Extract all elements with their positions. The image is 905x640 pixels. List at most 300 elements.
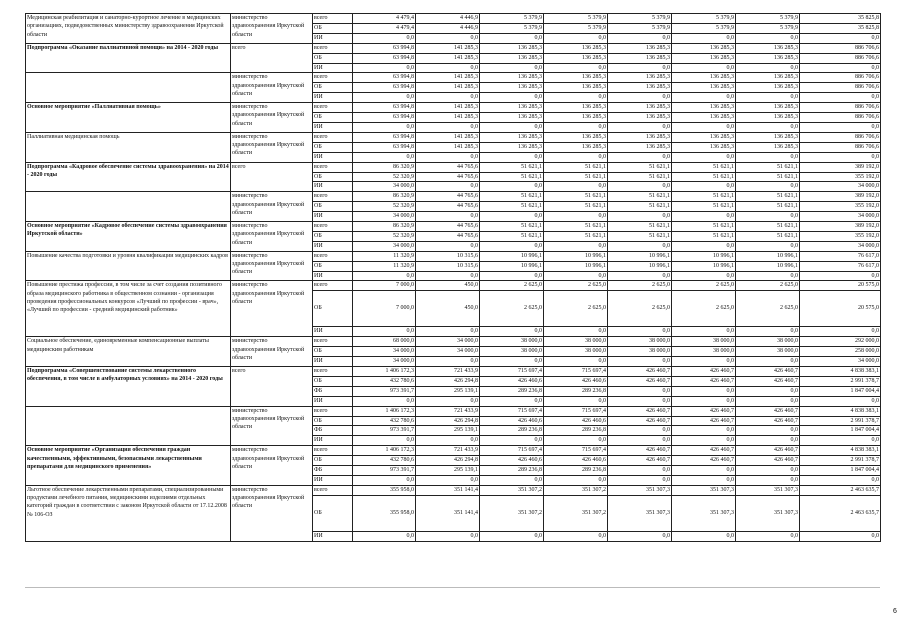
year-value-cell: 10 996,1: [608, 251, 672, 261]
year-value-cell: 136 285,3: [736, 103, 800, 113]
year-value-cell: 63 994,8: [353, 43, 416, 53]
year-value-cell: 0,0: [608, 63, 672, 73]
measure-name-cell: Медицинская реабилитация и санаторно-курортное лечение в медицинских организациях, подведомственных министерству здравоохранения Иркутской области: [26, 14, 231, 44]
funding-source-cell: ОБ: [313, 53, 353, 63]
funding-source-cell: ИИ: [313, 396, 353, 406]
year-value-cell: 136 285,3: [544, 132, 608, 142]
year-value-cell: 0,0: [353, 152, 416, 162]
funding-source-cell: ИИ: [313, 241, 353, 251]
funding-source-cell: ОБ: [313, 416, 353, 426]
funding-source-cell: ИИ: [313, 475, 353, 485]
year-value-cell: 450,0: [416, 291, 480, 327]
year-value-cell: 432 780,6: [353, 416, 416, 426]
year-value-cell: 1 406 172,3: [353, 406, 416, 416]
year-value-cell: 44 765,6: [416, 172, 480, 182]
year-value-cell: 44 765,6: [416, 162, 480, 172]
funding-source-cell: ОБ: [313, 291, 353, 327]
year-value-cell: 0,0: [736, 93, 800, 103]
year-value-cell: 136 285,3: [544, 83, 608, 93]
table-row: [26, 43, 881, 53]
year-value-cell: 0,0: [353, 475, 416, 485]
year-value-cell: 0,0: [736, 426, 800, 436]
year-value-cell: 51 621,1: [608, 222, 672, 232]
total-value-cell: 389 192,0: [800, 222, 881, 232]
year-value-cell: 51 621,1: [736, 202, 800, 212]
year-value-cell: 136 285,3: [608, 73, 672, 83]
year-value-cell: 0,0: [480, 212, 544, 222]
bottom-rule: [25, 587, 880, 588]
year-value-cell: 52 320,9: [353, 172, 416, 182]
funding-source-cell: всего: [313, 446, 353, 456]
year-value-cell: 51 621,1: [672, 192, 736, 202]
year-value-cell: 34 000,0: [416, 347, 480, 357]
year-value-cell: 426 460,6: [544, 416, 608, 426]
year-value-cell: 51 621,1: [544, 162, 608, 172]
year-value-cell: 0,0: [736, 271, 800, 281]
year-value-cell: 0,0: [736, 357, 800, 367]
year-value-cell: 0,0: [672, 241, 736, 251]
year-value-cell: 0,0: [544, 396, 608, 406]
year-value-cell: 426 460,7: [736, 367, 800, 377]
year-value-cell: 7 000,0: [353, 291, 416, 327]
year-value-cell: 0,0: [736, 212, 800, 222]
year-value-cell: 51 621,1: [480, 192, 544, 202]
year-value-cell: 136 285,3: [736, 43, 800, 53]
table-row: [26, 367, 881, 377]
funding-source-cell: ИИ: [313, 182, 353, 192]
year-value-cell: 4 479,4: [353, 23, 416, 33]
total-value-cell: 35 825,8: [800, 23, 881, 33]
year-value-cell: 136 285,3: [480, 103, 544, 113]
year-value-cell: 51 621,1: [736, 172, 800, 182]
year-value-cell: 351 307,3: [608, 485, 672, 495]
measure-name-cell: Льготное обеспечение лекарственными препаратами, специализированными продуктами лечебного питания, медицинскими изделиями отдельных категорий граждан в соответствии с законом Иркутской области от 17.12.2008 № 106-ОЗ: [26, 485, 231, 541]
year-value-cell: 426 460,7: [672, 376, 736, 386]
total-value-cell: 886 706,6: [800, 73, 881, 83]
executor-cell: министерство здравоохранения Иркутской области: [231, 103, 313, 133]
year-value-cell: 0,0: [416, 63, 480, 73]
year-value-cell: 5 379,9: [480, 14, 544, 24]
year-value-cell: 51 621,1: [672, 162, 736, 172]
year-value-cell: 0,0: [672, 271, 736, 281]
executor-cell: министерство здравоохранения Иркутской области: [231, 192, 313, 222]
executor-cell: министерство здравоохранения Иркутской области: [231, 14, 313, 44]
year-value-cell: 0,0: [353, 327, 416, 337]
year-value-cell: 0,0: [608, 122, 672, 132]
total-value-cell: 2 991 378,7: [800, 376, 881, 386]
year-value-cell: 141 285,3: [416, 83, 480, 93]
year-value-cell: 51 621,1: [480, 162, 544, 172]
total-value-cell: 34 000,0: [800, 241, 881, 251]
table-row: [26, 406, 881, 416]
year-value-cell: 136 285,3: [608, 113, 672, 123]
year-value-cell: 136 285,3: [608, 53, 672, 63]
year-value-cell: 0,0: [480, 241, 544, 251]
year-value-cell: 136 285,3: [544, 142, 608, 152]
executor-cell: министерство здравоохранения Иркутской области: [231, 485, 313, 541]
year-value-cell: 86 320,9: [353, 192, 416, 202]
year-value-cell: 136 285,3: [480, 113, 544, 123]
year-value-cell: 295 139,1: [416, 386, 480, 396]
year-value-cell: 426 460,7: [608, 446, 672, 456]
funding-source-cell: ОБ: [313, 142, 353, 152]
funding-source-cell: ОБ: [313, 83, 353, 93]
funding-source-cell: ИИ: [313, 271, 353, 281]
year-value-cell: 51 621,1: [480, 231, 544, 241]
funding-source-cell: всего: [313, 337, 353, 347]
year-value-cell: 141 285,3: [416, 132, 480, 142]
funding-table-body: [26, 14, 881, 542]
year-value-cell: 52 320,9: [353, 202, 416, 212]
total-value-cell: 4 838 383,1: [800, 446, 881, 456]
year-value-cell: 351 307,2: [480, 485, 544, 495]
year-value-cell: 426 460,7: [672, 406, 736, 416]
year-value-cell: 141 285,3: [416, 73, 480, 83]
funding-source-cell: всего: [313, 132, 353, 142]
year-value-cell: 432 780,6: [353, 456, 416, 466]
total-value-cell: 0,0: [800, 475, 881, 485]
year-value-cell: 44 765,6: [416, 222, 480, 232]
year-value-cell: 289 236,8: [544, 466, 608, 476]
total-value-cell: 34 000,0: [800, 212, 881, 222]
total-value-cell: 20 575,0: [800, 291, 881, 327]
year-value-cell: 10 996,1: [480, 261, 544, 271]
year-value-cell: 0,0: [672, 386, 736, 396]
year-value-cell: 0,0: [416, 436, 480, 446]
funding-source-cell: ИИ: [313, 33, 353, 43]
executor-cell: министерство здравоохранения Иркутской области: [231, 132, 313, 162]
year-value-cell: 0,0: [353, 396, 416, 406]
measure-name-cell: Основное мероприятие «Паллиативная помощь»: [26, 103, 231, 133]
funding-source-cell: ИИ: [313, 93, 353, 103]
funding-source-cell: всего: [313, 43, 353, 53]
year-value-cell: 0,0: [544, 241, 608, 251]
year-value-cell: 136 285,3: [672, 142, 736, 152]
funding-source-cell: ОБ: [313, 456, 353, 466]
executor-cell: министерство здравоохранения Иркутской области: [231, 337, 313, 367]
measure-name-cell: Паллиативная медицинская помощь: [26, 132, 231, 162]
measure-name-cell: [26, 406, 231, 446]
year-value-cell: 136 285,3: [480, 132, 544, 142]
year-value-cell: 34 000,0: [416, 337, 480, 347]
year-value-cell: 5 379,9: [672, 14, 736, 24]
funding-source-cell: всего: [313, 103, 353, 113]
year-value-cell: 63 994,8: [353, 132, 416, 142]
year-value-cell: 0,0: [480, 93, 544, 103]
year-value-cell: 5 379,9: [480, 23, 544, 33]
year-value-cell: 141 285,3: [416, 113, 480, 123]
year-value-cell: 426 460,7: [672, 446, 736, 456]
funding-source-cell: ИИ: [313, 122, 353, 132]
year-value-cell: 2 625,0: [544, 281, 608, 291]
year-value-cell: 0,0: [480, 63, 544, 73]
year-value-cell: 51 621,1: [736, 162, 800, 172]
year-value-cell: 351 307,3: [736, 485, 800, 495]
year-value-cell: 51 621,1: [672, 231, 736, 241]
year-value-cell: 289 236,8: [480, 386, 544, 396]
year-value-cell: 973 391,7: [353, 386, 416, 396]
total-value-cell: 4 838 383,1: [800, 406, 881, 416]
year-value-cell: 0,0: [672, 327, 736, 337]
year-value-cell: 2 625,0: [736, 281, 800, 291]
year-value-cell: 0,0: [353, 531, 416, 541]
page-number: 6: [893, 608, 897, 615]
year-value-cell: 136 285,3: [480, 142, 544, 152]
year-value-cell: 2 625,0: [544, 291, 608, 327]
year-value-cell: 0,0: [608, 271, 672, 281]
executor-cell: министерство здравоохранения Иркутской области: [231, 222, 313, 252]
year-value-cell: 10 996,1: [736, 251, 800, 261]
year-value-cell: 4 446,9: [416, 23, 480, 33]
year-value-cell: 0,0: [480, 182, 544, 192]
year-value-cell: 355 958,0: [353, 485, 416, 495]
year-value-cell: 136 285,3: [672, 83, 736, 93]
total-value-cell: 0,0: [800, 396, 881, 406]
year-value-cell: 426 460,6: [480, 376, 544, 386]
year-value-cell: 63 994,8: [353, 83, 416, 93]
funding-source-cell: всего: [313, 14, 353, 24]
year-value-cell: 0,0: [736, 475, 800, 485]
year-value-cell: 34 000,0: [353, 182, 416, 192]
funding-source-cell: ОБ: [313, 23, 353, 33]
year-value-cell: 44 765,6: [416, 231, 480, 241]
year-value-cell: 0,0: [353, 93, 416, 103]
year-value-cell: 10 996,1: [736, 261, 800, 271]
total-value-cell: 886 706,6: [800, 43, 881, 53]
year-value-cell: 0,0: [736, 182, 800, 192]
total-value-cell: 886 706,6: [800, 113, 881, 123]
year-value-cell: 0,0: [736, 531, 800, 541]
total-value-cell: 886 706,6: [800, 132, 881, 142]
year-value-cell: 2 625,0: [736, 291, 800, 327]
year-value-cell: 0,0: [544, 152, 608, 162]
year-value-cell: 0,0: [480, 152, 544, 162]
executor-cell: всего: [231, 367, 313, 407]
year-value-cell: 2 625,0: [608, 281, 672, 291]
year-value-cell: 0,0: [480, 357, 544, 367]
year-value-cell: 0,0: [416, 357, 480, 367]
year-value-cell: 10 996,1: [672, 251, 736, 261]
year-value-cell: 2 625,0: [672, 281, 736, 291]
table-row: [26, 251, 881, 261]
year-value-cell: 136 285,3: [608, 83, 672, 93]
year-value-cell: 51 621,1: [480, 202, 544, 212]
funding-source-cell: ИИ: [313, 152, 353, 162]
year-value-cell: 0,0: [672, 436, 736, 446]
year-value-cell: 0,0: [672, 33, 736, 43]
year-value-cell: 11 320,9: [353, 261, 416, 271]
year-value-cell: 0,0: [672, 466, 736, 476]
year-value-cell: 0,0: [544, 436, 608, 446]
year-value-cell: 426 294,8: [416, 456, 480, 466]
year-value-cell: 51 621,1: [608, 172, 672, 182]
year-value-cell: 351 307,3: [736, 495, 800, 531]
total-value-cell: 0,0: [800, 436, 881, 446]
year-value-cell: 715 697,4: [480, 406, 544, 416]
year-value-cell: 10 996,1: [608, 261, 672, 271]
total-value-cell: 20 575,0: [800, 281, 881, 291]
total-value-cell: 1 847 004,4: [800, 426, 881, 436]
year-value-cell: 426 460,6: [480, 456, 544, 466]
year-value-cell: 0,0: [480, 436, 544, 446]
year-value-cell: 715 697,4: [544, 406, 608, 416]
year-value-cell: 10 315,6: [416, 251, 480, 261]
year-value-cell: 38 000,0: [544, 347, 608, 357]
year-value-cell: 136 285,3: [736, 73, 800, 83]
year-value-cell: 136 285,3: [672, 132, 736, 142]
year-value-cell: 0,0: [416, 33, 480, 43]
total-value-cell: 2 463 635,7: [800, 485, 881, 495]
executor-cell: всего: [231, 162, 313, 192]
year-value-cell: 136 285,3: [608, 103, 672, 113]
year-value-cell: 426 460,7: [736, 406, 800, 416]
year-value-cell: 0,0: [608, 436, 672, 446]
funding-source-cell: ФБ: [313, 466, 353, 476]
funding-source-cell: всего: [313, 73, 353, 83]
measure-name-cell: Социальное обеспечение, единовременные компенсационные выплаты медицинским работникам: [26, 337, 231, 367]
total-value-cell: 76 617,0: [800, 251, 881, 261]
year-value-cell: 38 000,0: [480, 347, 544, 357]
total-value-cell: 0,0: [800, 33, 881, 43]
year-value-cell: 51 621,1: [736, 222, 800, 232]
table-row: [26, 446, 881, 456]
year-value-cell: 0,0: [480, 327, 544, 337]
year-value-cell: 0,0: [544, 63, 608, 73]
year-value-cell: 0,0: [544, 182, 608, 192]
year-value-cell: 0,0: [608, 475, 672, 485]
year-value-cell: 0,0: [672, 475, 736, 485]
funding-source-cell: ИИ: [313, 63, 353, 73]
year-value-cell: 136 285,3: [672, 43, 736, 53]
measure-name-cell: Подпрограмма «Оказание паллиативной помощи» на 2014 - 2020 годы: [26, 43, 231, 73]
year-value-cell: 34 000,0: [353, 212, 416, 222]
year-value-cell: 0,0: [608, 327, 672, 337]
year-value-cell: 351 141,4: [416, 485, 480, 495]
total-value-cell: 886 706,6: [800, 83, 881, 93]
year-value-cell: 0,0: [544, 357, 608, 367]
year-value-cell: 0,0: [544, 122, 608, 132]
year-value-cell: 4 479,4: [353, 14, 416, 24]
executor-cell: министерство здравоохранения Иркутской области: [231, 251, 313, 281]
year-value-cell: 0,0: [608, 241, 672, 251]
year-value-cell: 51 621,1: [736, 192, 800, 202]
year-value-cell: 51 621,1: [480, 172, 544, 182]
year-value-cell: 51 621,1: [544, 192, 608, 202]
year-value-cell: 0,0: [480, 271, 544, 281]
year-value-cell: 2 625,0: [608, 291, 672, 327]
year-value-cell: 0,0: [672, 357, 736, 367]
year-value-cell: 0,0: [736, 466, 800, 476]
year-value-cell: 0,0: [736, 327, 800, 337]
year-value-cell: 0,0: [672, 63, 736, 73]
table-row: [26, 281, 881, 291]
year-value-cell: 51 621,1: [544, 222, 608, 232]
year-value-cell: 351 141,4: [416, 495, 480, 531]
year-value-cell: 432 780,6: [353, 376, 416, 386]
year-value-cell: 0,0: [353, 122, 416, 132]
year-value-cell: 0,0: [544, 33, 608, 43]
year-value-cell: 38 000,0: [736, 347, 800, 357]
year-value-cell: 10 996,1: [544, 261, 608, 271]
year-value-cell: 0,0: [353, 436, 416, 446]
year-value-cell: 1 406 172,3: [353, 446, 416, 456]
total-value-cell: 1 847 004,4: [800, 466, 881, 476]
year-value-cell: 721 433,9: [416, 367, 480, 377]
funding-source-cell: ОБ: [313, 113, 353, 123]
year-value-cell: 136 285,3: [544, 53, 608, 63]
year-value-cell: 141 285,3: [416, 53, 480, 63]
year-value-cell: 289 236,8: [544, 426, 608, 436]
year-value-cell: 10 996,1: [672, 261, 736, 271]
year-value-cell: 351 307,3: [672, 495, 736, 531]
total-value-cell: 886 706,6: [800, 53, 881, 63]
year-value-cell: 51 621,1: [544, 202, 608, 212]
measure-name-cell: Подпрограмма «Совершенствование системы лекарственного обеспечения, в том числе в амбулаторных условиях» на 2014 - 2020 годы: [26, 367, 231, 407]
total-value-cell: 2 991 378,7: [800, 416, 881, 426]
year-value-cell: 136 285,3: [544, 113, 608, 123]
total-value-cell: 355 192,0: [800, 202, 881, 212]
funding-source-cell: всего: [313, 281, 353, 291]
year-value-cell: 2 625,0: [480, 281, 544, 291]
year-value-cell: 0,0: [608, 396, 672, 406]
table-row: [26, 222, 881, 232]
table-row: [26, 485, 881, 495]
executor-cell: всего: [231, 43, 313, 73]
year-value-cell: 5 379,9: [736, 14, 800, 24]
total-value-cell: 355 192,0: [800, 172, 881, 182]
total-value-cell: 0,0: [800, 93, 881, 103]
year-value-cell: 0,0: [736, 122, 800, 132]
year-value-cell: 136 285,3: [672, 113, 736, 123]
year-value-cell: 715 697,4: [480, 446, 544, 456]
executor-cell: министерство здравоохранения Иркутской области: [231, 281, 313, 337]
year-value-cell: 10 996,1: [544, 251, 608, 261]
year-value-cell: 289 236,8: [480, 466, 544, 476]
total-value-cell: 258 000,0: [800, 347, 881, 357]
year-value-cell: 0,0: [480, 475, 544, 485]
year-value-cell: 10 996,1: [480, 251, 544, 261]
year-value-cell: 51 621,1: [480, 222, 544, 232]
year-value-cell: 0,0: [608, 357, 672, 367]
funding-source-cell: ОБ: [313, 261, 353, 271]
year-value-cell: 0,0: [672, 122, 736, 132]
year-value-cell: 0,0: [608, 212, 672, 222]
year-value-cell: 5 379,9: [544, 14, 608, 24]
year-value-cell: 136 285,3: [736, 53, 800, 63]
measure-name-cell: Основное мероприятие «Организация обеспечения граждан качественными, эффективными, безопасными лекарственными препаратами для медицинского применения»: [26, 446, 231, 486]
year-value-cell: 0,0: [672, 212, 736, 222]
table-row: [26, 337, 881, 347]
year-value-cell: 715 697,4: [544, 446, 608, 456]
table-row: [26, 14, 881, 24]
year-value-cell: 0,0: [736, 396, 800, 406]
funding-source-cell: ФБ: [313, 386, 353, 396]
funding-source-cell: ОБ: [313, 231, 353, 241]
year-value-cell: 136 285,3: [608, 43, 672, 53]
year-value-cell: 426 460,7: [608, 367, 672, 377]
year-value-cell: 63 994,8: [353, 53, 416, 63]
funding-source-cell: ОБ: [313, 347, 353, 357]
year-value-cell: 295 139,1: [416, 466, 480, 476]
year-value-cell: 136 285,3: [480, 43, 544, 53]
year-value-cell: 0,0: [544, 93, 608, 103]
year-value-cell: 0,0: [480, 33, 544, 43]
year-value-cell: 0,0: [736, 152, 800, 162]
year-value-cell: 51 621,1: [672, 222, 736, 232]
year-value-cell: 0,0: [416, 93, 480, 103]
year-value-cell: 0,0: [416, 475, 480, 485]
year-value-cell: 86 320,9: [353, 162, 416, 172]
